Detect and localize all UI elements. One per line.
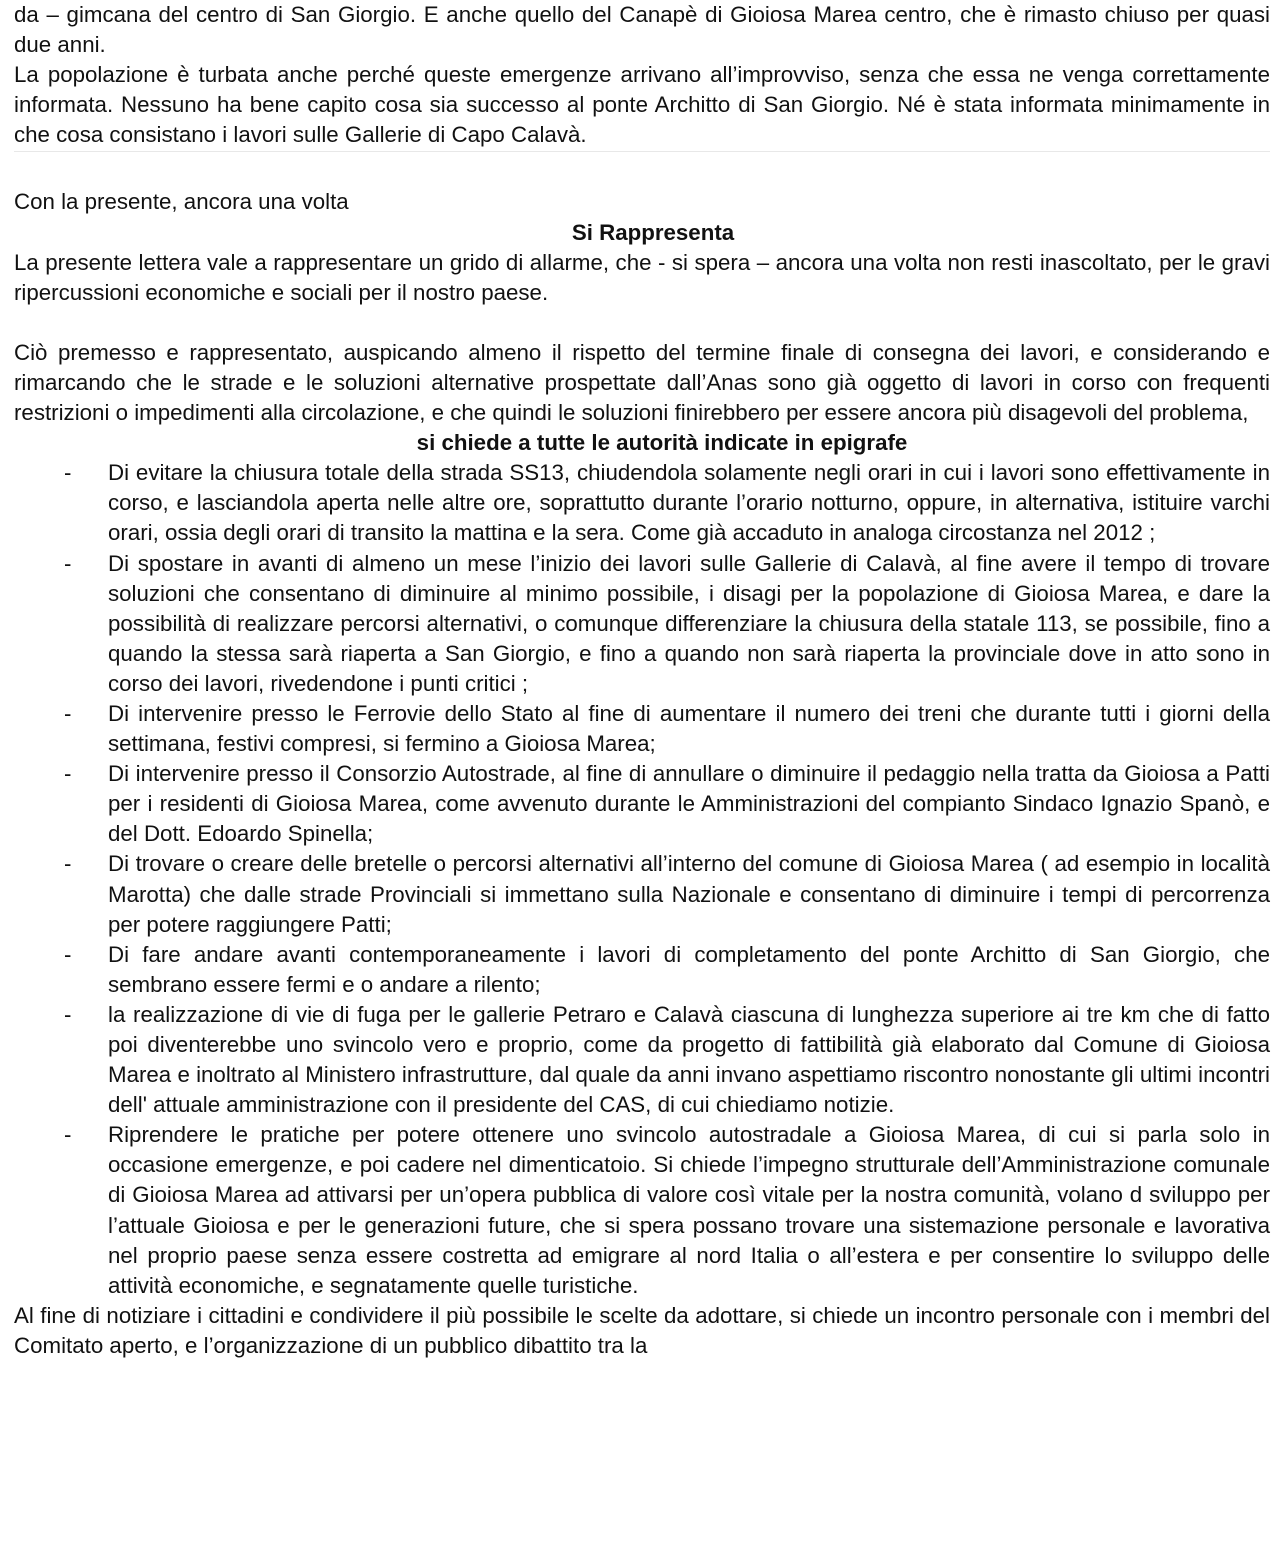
list-marker: - — [64, 851, 72, 877]
list-marker: - — [64, 460, 72, 486]
list-item-text: Riprendere le pratiche per potere ottenere uno svincolo autostradale a Gioiosa Marea, di cui si parla solo in occasione emergenze, e poi cadere nel dimenticatoio. Si chiede l’impegno strutturale dell’Amministrazione comunale di Gioiosa Marea ad attivarsi per un’opera pubblica di valore così vitale per la nostra comunità, volano d sviluppo per l’attuale Gioiosa e per le generazioni future, che si spera possano trovare una sistemazione personale e lavorativa nel proprio paese senza essere costretta ad emigrare al nord Italia o all’estera e per consentire lo sviluppo delle attività economiche, e segnatamente quelle turistiche. — [108, 1122, 1270, 1298]
list-item — [64, 1120, 1270, 1301]
requests-list — [14, 458, 1270, 1301]
paragraph-spacer — [14, 157, 1270, 187]
list-marker: - — [64, 761, 72, 787]
list-item-text: Di spostare in avanti di almeno un mese l’inizio dei lavori sulle Gallerie di Calavà, al fine avere il tempo di trovare soluzioni che consentano di diminuire al minimo possibile, i disagi per la popolazione di Gioiosa Marea, e dare la possibilità di realizzare percorsi alternativi, o comunque differenziare la chiusura della statale 113, se possibile, fino a quando la stessa sarà riaperta a San Giorgio, e fino a quando non sarà riaperta la provinciale dove in atto sono in corso dei lavori, rivedendone i punti critici ; — [108, 550, 1270, 696]
document-page — [14, 0, 1270, 1361]
list-item — [64, 458, 1270, 548]
list-marker: - — [64, 1122, 72, 1148]
list-item-text: Di evitare la chiusura totale della strada SS13, chiudendola solamente negli orari in cui i lavori sono effettivamente in corso, e lasciandola aperta nelle altre ore, soprattutto durante l’orario notturno, oppure, in alternativa, istituire varchi orari, ossia degli orari di transito la mattina e la sera. Come già accaduto in analoga circostanza nel 2012 ; — [108, 460, 1270, 546]
list-marker: - — [64, 550, 72, 576]
list-item — [64, 940, 1270, 1000]
list-item-text: Di intervenire presso le Ferrovie dello Stato al fine di aumentare il numero dei treni che durante tutti i giorni della settimana, festivi compresi, si fermino a Gioiosa Marea; — [108, 700, 1270, 757]
rappresenta-paragraph: La presente lettera vale a rappresentare un grido di allarme, che - si spera – ancora una volta non resti inascoltato, per le gravi ripercussioni economiche e sociali per il nostro paese. — [14, 249, 1270, 305]
list-item — [64, 699, 1270, 759]
list-marker: - — [64, 1001, 72, 1027]
list-marker: - — [64, 700, 72, 726]
paragraph-spacer — [14, 308, 1270, 338]
heading-si-rappresenta: Si Rappresenta — [571, 219, 735, 245]
section-divider — [14, 151, 1270, 152]
list-item-text: Di intervenire presso il Consorzio Autostrade, al fine di annullare o diminuire il pedaggio nella tratta da Gioiosa a Patti per i residenti di Gioiosa Marea, come avvenuto durante le Amministrazioni del compianto Sindaco Ignazio Spanò, e del Dott. Edoardo Spinella; — [108, 761, 1270, 847]
heading-si-chiede: si chiede a tutte le autorità indicate in epigrafe — [416, 430, 908, 456]
intro-paragraph: La popolazione è turbata anche perché queste emergenze arrivano all’improvviso, senza che essa ne venga correttamente informata. Nessuno ha bene capito cosa sia successo al ponte Architto di San Giorgio. Né è stata informata minimamente in che cosa consistano i lavori sulle Gallerie di Capo Calavà. — [14, 62, 1270, 148]
presente-line: Con la presente, ancora una volta — [14, 189, 349, 215]
list-marker: - — [64, 941, 72, 967]
list-item-text: Di trovare o creare delle bretelle o percorsi alternativi all’interno del comune di Gioiosa Marea ( ad esempio in località Marotta) che dalle strade Provinciali si immettano sulla Nazionale e consentano di diminuire i tempi di percorrenza per potere raggiungere Patti; — [108, 851, 1270, 937]
list-item — [64, 759, 1270, 849]
list-item — [64, 849, 1270, 939]
list-item — [64, 1000, 1270, 1120]
list-item-text: la realizzazione di vie di fuga per le gallerie Petraro e Calavà ciascuna di lunghezza superiore ai tre km che di fatto poi diventerebbe uno svincolo vero e proprio, come da progetto di fattibilità già elaborato dal Comune di Gioiosa Marea e inoltrato al Ministero infrastrutture, dal quale da anni invano aspettiamo riscontro nonostante gli ultimi incontri dell' attuale amministrazione con il presidente del CAS, di cui chiediamo notizie. — [108, 1001, 1270, 1118]
list-item — [64, 549, 1270, 699]
premesso-paragraph: Ciò premesso e rappresentato, auspicando almeno il rispetto del termine finale di consegna dei lavori, e considerando e rimarcando che le strade e le soluzioni alternative prospettate dall’Anas sono già oggetto di lavori in corso con frequenti restrizioni o impedimenti alla circolazione, e che quindi le soluzioni finirebbero per essere ancora più disagevoli del problema, — [14, 339, 1270, 426]
intro-paragraph: da – gimcana del centro di San Giorgio. E anche quello del Canapè di Gioiosa Marea centro, che è rimasto chiuso per quasi due anni. — [14, 2, 1270, 58]
list-item-text: Di fare andare avanti contemporaneamente i lavori di completamento del ponte Architto di San Giorgio, che sembrano essere fermi e o andare a rilento; — [108, 941, 1270, 997]
closing-paragraph: Al fine di notiziare i cittadini e condividere il più possibile le scelte da adottare, si chiede un incontro personale con i membri del Comitato aperto, e l’organizzazione di un pubblico dibattito tra la — [14, 1302, 1270, 1358]
